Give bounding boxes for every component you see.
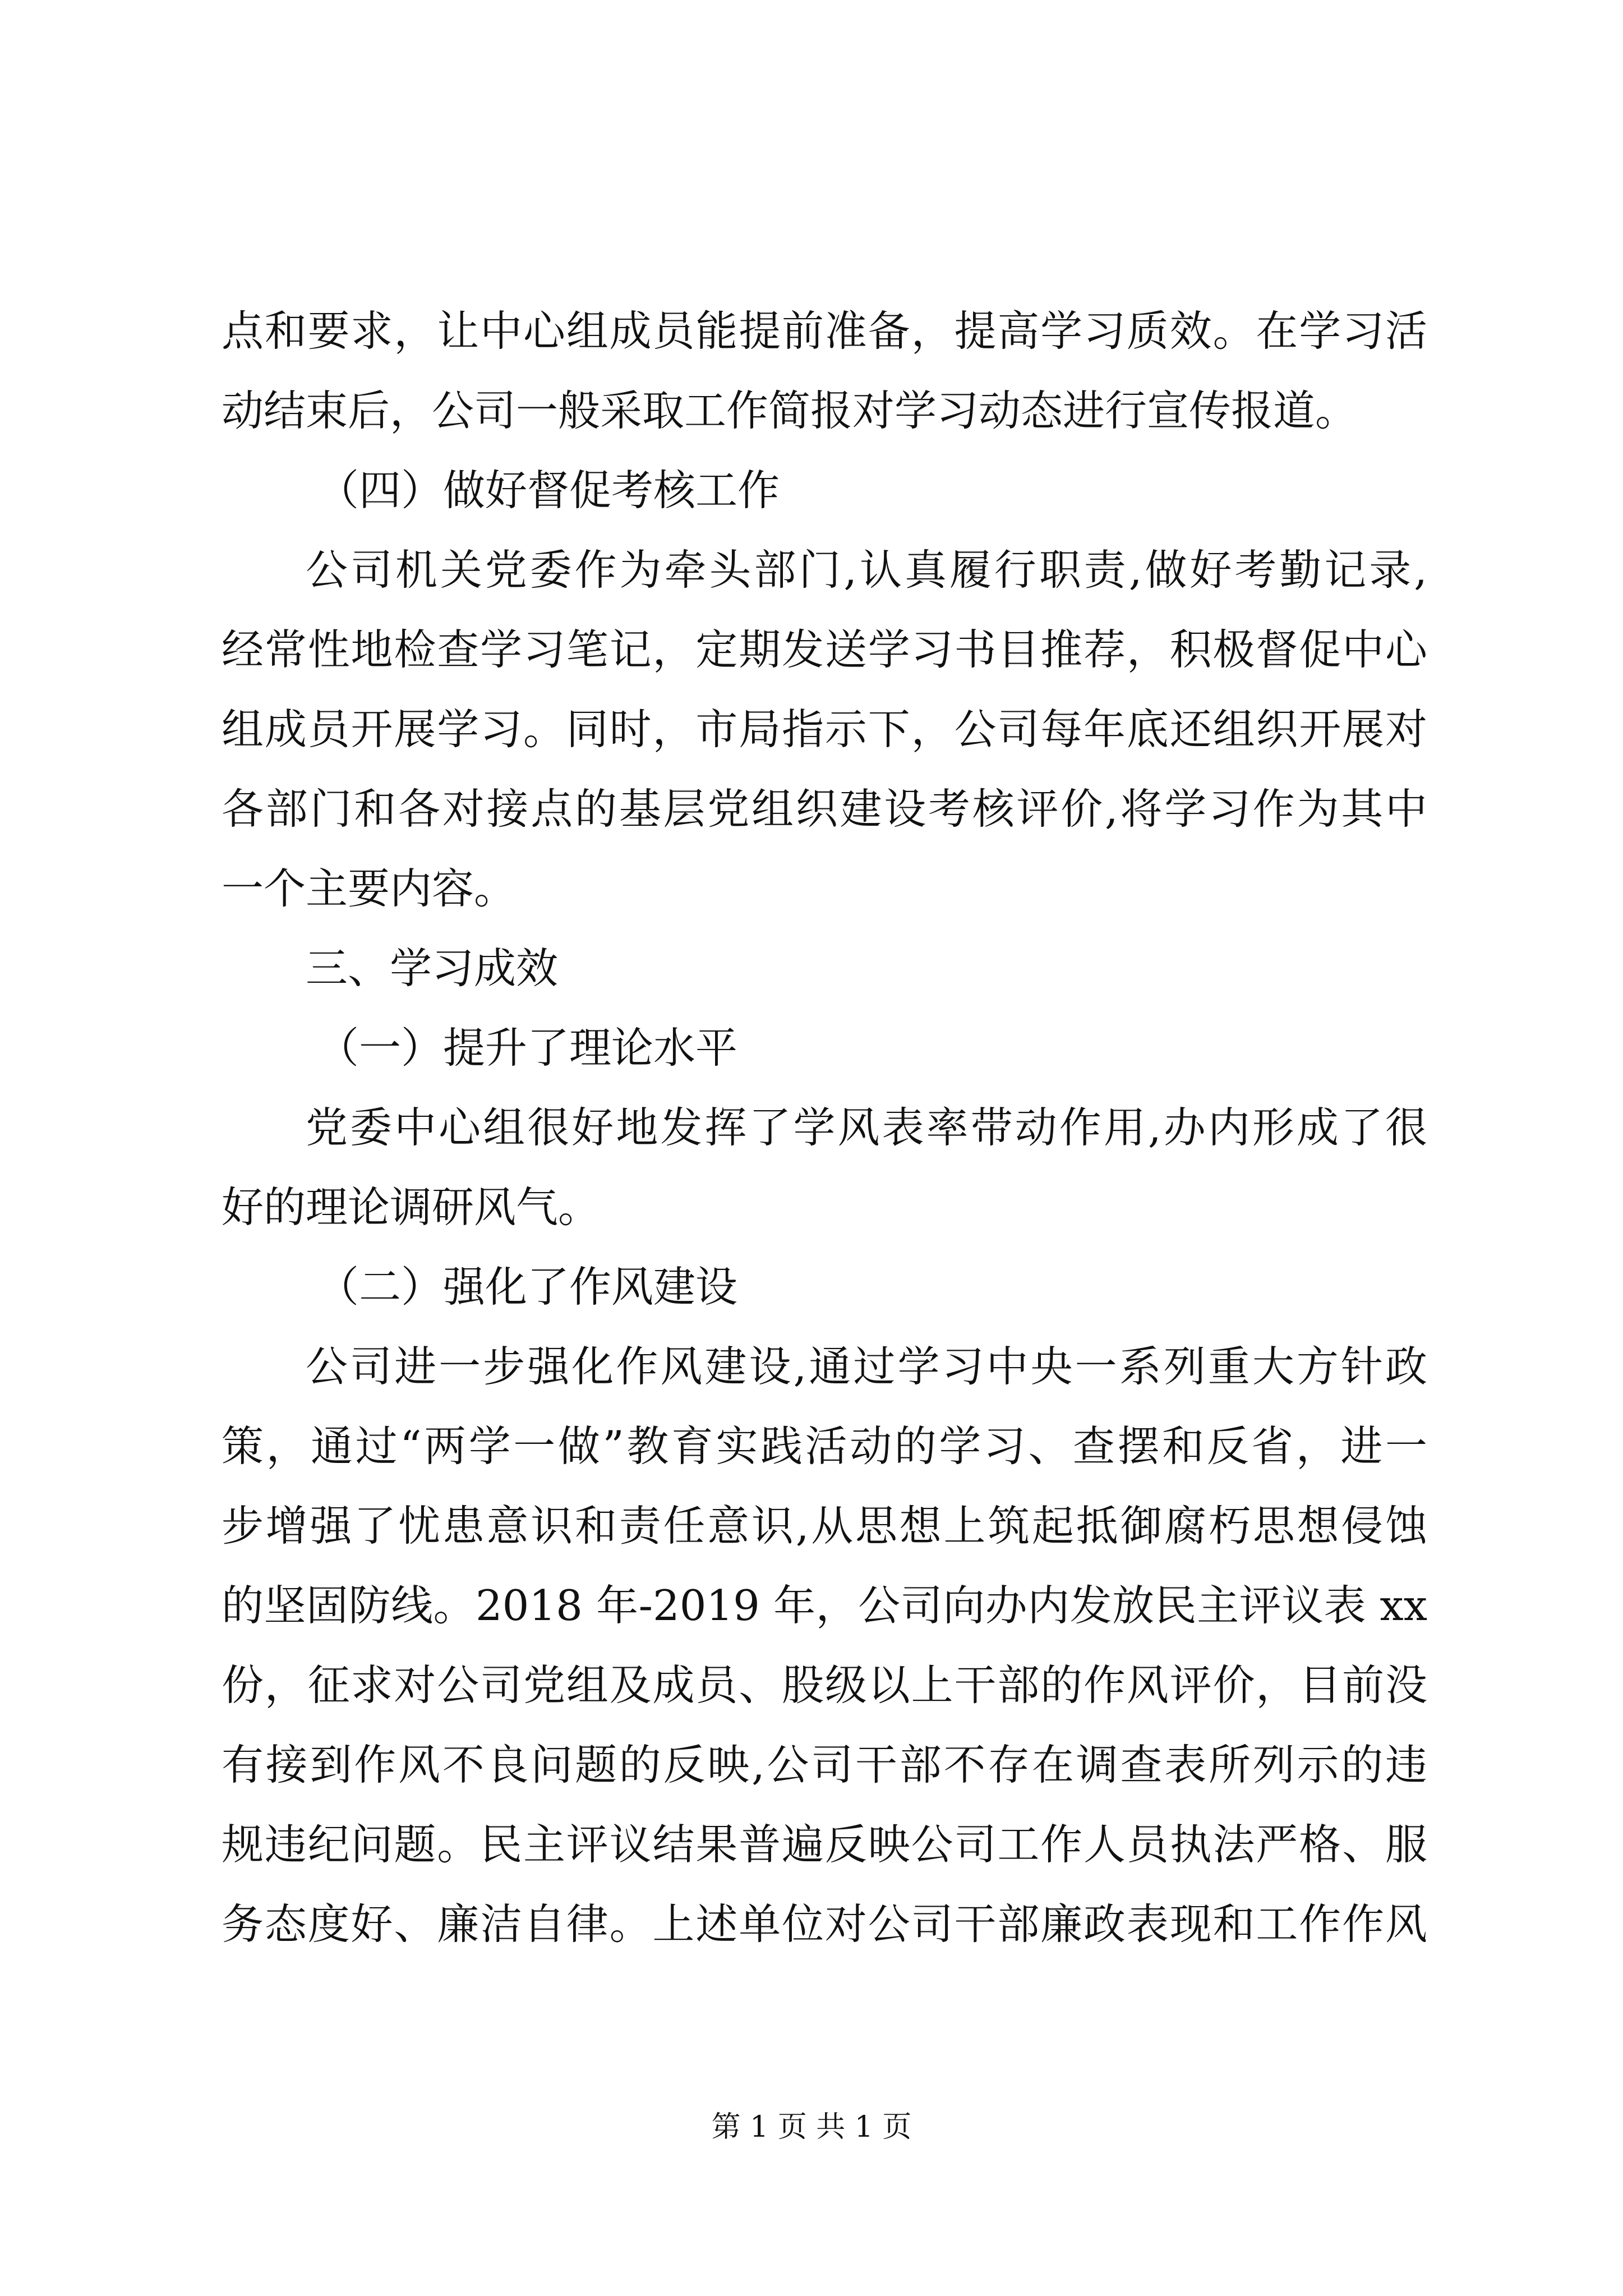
text-line (0, 1094, 1623, 1161)
line-text: 策，通过“两学一做”教育实践活动的学习、查摆和反省，进一 (222, 1421, 1427, 1471)
line-text: 动结束后，公司一般采取工作简报对学习动态进行宣传报道。 (222, 386, 1358, 435)
text-line (0, 1811, 1623, 1878)
text-line (0, 1412, 1623, 1480)
line-text: 各部门和各对接点的基层党组织建设考核评价,将学习作为其中 (222, 784, 1427, 834)
line-text: 一个主要内容。 (222, 864, 517, 913)
line-text: 党委中心组很好地发挥了学风表率带动作用,办内形成了很 (306, 1103, 1427, 1152)
text-line (0, 775, 1623, 843)
text-line (0, 1651, 1623, 1719)
heading-text: （四）做好督促考核工作 (317, 466, 780, 515)
line-text: 经常性地检查学习笔记，定期发送学习书目推荐，积极督促中心 (222, 625, 1427, 674)
text-line (0, 1890, 1623, 1958)
text-line (0, 1492, 1623, 1559)
line-text: 规违纪问题。民主评议结果普遍反映公司工作人员执法严格、服 (222, 1820, 1427, 1869)
line-text: 的坚固防线。2018 年-2019 年，公司向办内发放民主评议表 xx (222, 1581, 1427, 1630)
heading-text: （一）提升了理论水平 (317, 1023, 738, 1073)
line-text: 组成员开展学习。同时，市局指示下，公司每年底还组织开展对 (222, 705, 1427, 754)
text-line (0, 536, 1623, 604)
line-text: 份，征求对公司党组及成员、股级以上干部的作风评价，目前没 (222, 1660, 1427, 1710)
text-line (0, 1731, 1623, 1798)
text-line (0, 1572, 1623, 1639)
text-line (0, 1174, 1623, 1241)
text-line (0, 377, 1623, 444)
text-line (0, 855, 1623, 922)
page-footer: 第 1 页 共 1 页 (711, 2110, 912, 2144)
section-heading (0, 1014, 1623, 1082)
line-text: 点和要求，让中心组成员能提前准备，提高学习质效。在学习活 (222, 306, 1427, 356)
heading-text: （二）强化了作风建设 (317, 1262, 738, 1312)
line-text: 步增强了忧患意识和责任意识,从思想上筑起抵御腐朽思想侵蚀 (222, 1501, 1427, 1550)
line-text: 好的理论调研风气。 (222, 1182, 601, 1232)
heading-text: 三、学习成效 (306, 944, 559, 993)
line-text: 有接到作风不良问题的反映,公司干部不存在调查表所列示的违 (222, 1740, 1427, 1789)
line-text: 务态度好、廉洁自律。上述单位对公司干部廉政表现和工作作风 (222, 1899, 1427, 1949)
section-heading (0, 935, 1623, 1002)
section-heading (0, 1253, 1623, 1320)
text-line (0, 696, 1623, 763)
text-line (0, 1333, 1623, 1400)
text-line (0, 297, 1623, 365)
line-text: 公司机关党委作为牵头部门,认真履行职责,做好考勤记录, (306, 545, 1427, 595)
text-line (0, 616, 1623, 683)
section-heading (0, 457, 1623, 524)
line-text: 公司进一步强化作风建设,通过学习中央一系列重大方针政 (306, 1342, 1427, 1391)
